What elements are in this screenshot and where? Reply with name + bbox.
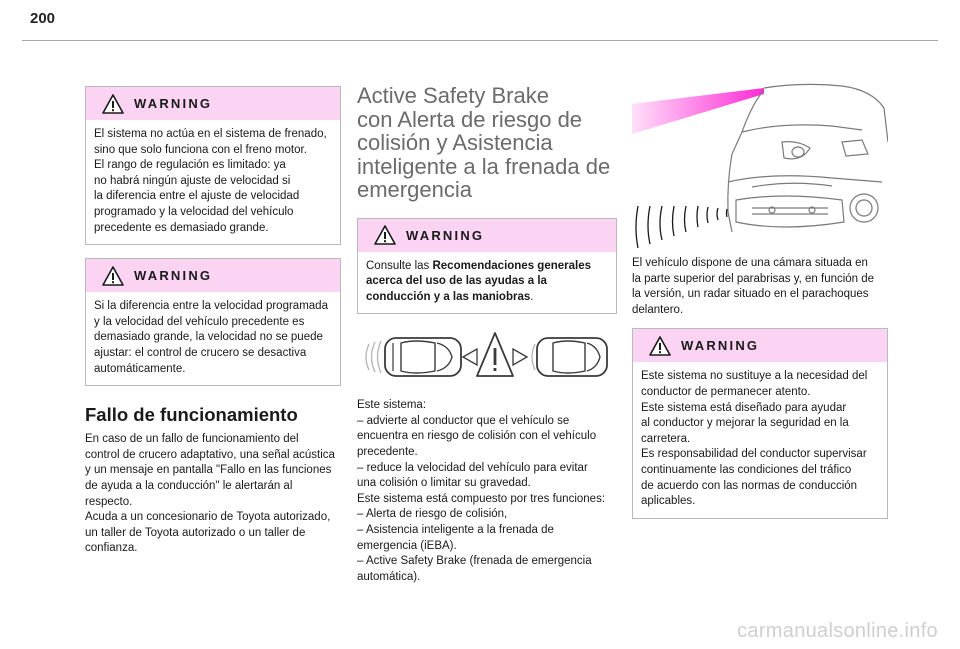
warning-header: [86, 87, 340, 120]
page-number: 200: [30, 10, 56, 27]
text-run: Consulte las: [366, 259, 433, 272]
warning-triangle-icon: [102, 266, 124, 286]
vehicle-front-drawing: [728, 84, 888, 232]
column-middle: [357, 84, 613, 585]
warning-title: WARNING: [134, 268, 213, 284]
text-line: y la velocidad del vehículo precedente es: [94, 315, 305, 328]
text-line: ajustar: el control de crucero se desactiva: [94, 346, 307, 359]
warning-box-1: [85, 86, 341, 245]
warning-text: [86, 292, 340, 385]
watermark: carmanualsonline.info: [737, 620, 938, 642]
bold-reference: acerca del uso de las ayudas a la: [366, 275, 547, 288]
text-line: Este sistema no sustituye a la necesidad del: [641, 370, 868, 383]
text-line: de acuerdo con las normas de conducción: [641, 479, 858, 492]
warning-title: WARNING: [134, 96, 213, 111]
title-line: Active Safety Brake: [357, 83, 549, 108]
text-line: no habrá ningún ajuste de velocidad si: [94, 174, 291, 187]
text-line: – Asistencia inteligente a la frenada de: [357, 524, 554, 537]
text-line: automáticamente.: [94, 362, 186, 375]
text-line: conductor de permanecer atento.: [641, 385, 811, 398]
text-line: automática).: [357, 570, 421, 583]
text-line: Es responsabilidad del conductor supervisar: [641, 448, 867, 461]
title-line: con Alerta de riesgo de: [357, 106, 583, 132]
text-line: y un mensaje en pantalla "Fallo en las funciones: [85, 464, 332, 477]
system-description: [357, 398, 613, 585]
bold-reference: Recomendaciones generales: [432, 259, 591, 272]
text-line: un taller de Toyota autorizado o un taller de: [85, 526, 306, 539]
text-line: El vehículo dispone de una cámara situada en: [632, 257, 868, 269]
text-line: Este sistema:: [357, 399, 427, 412]
text-line: programado y la velocidad del vehículo: [94, 205, 294, 218]
title-line: colisión y Asistencia: [357, 130, 553, 155]
text-line: una colisión o limitar su gravedad.: [357, 477, 531, 490]
vehicle-equipment-text: [632, 256, 888, 318]
warning-triangle-icon: [102, 94, 124, 114]
text-line: – reduce la velocidad del vehículo para evitar: [357, 461, 588, 474]
section-text: [85, 432, 341, 557]
column-left: [85, 86, 341, 557]
text-line: la parte superior del parabrisas y, en función de: [632, 272, 875, 285]
text-line: aplicables.: [641, 495, 696, 508]
text-line: Este sistema está compuesto por tres funciones:: [357, 492, 606, 505]
text-line: al conductor y mejorar la seguridad en la: [641, 417, 849, 430]
text-line: control de crucero adaptativo, una señal acústica: [85, 448, 335, 461]
text-line: sino que solo funciona con el freno motor.: [94, 143, 307, 156]
bold-reference: conducción y a las maniobras: [366, 290, 531, 303]
text-line: Si la diferencia entre la velocidad programada: [94, 300, 328, 313]
warning-header: [633, 329, 887, 362]
warning-box-2: [85, 258, 341, 386]
text-run: .: [530, 290, 534, 303]
title-line: inteligente a la frenada de: [357, 153, 611, 179]
car-top-view-icon: [537, 338, 607, 376]
warning-box-3: [357, 218, 617, 315]
text-line: – Active Safety Brake (frenada de emergencia: [357, 555, 592, 568]
text-line: El rango de regulación es limitado: ya: [94, 159, 286, 172]
warning-triangle-icon: [477, 333, 513, 376]
text-line: continuamente las condiciones del tráfico: [641, 463, 852, 476]
collision-warning-illustration: [357, 326, 613, 388]
text-line: El sistema no actúa en el sistema de frenado,: [94, 128, 327, 140]
column-right: [632, 82, 888, 519]
text-line: la versión, un radar situado en el parachoques: [632, 288, 869, 301]
text-line: la diferencia entre el ajuste de velocidad: [94, 190, 300, 203]
page-title: [357, 84, 613, 202]
car-top-view-icon: [385, 338, 461, 376]
text-line: delantero.: [632, 303, 684, 316]
text-line: – Alerta de riesgo de colisión,: [357, 508, 508, 521]
text-line: carretera.: [641, 432, 691, 445]
warning-text: [86, 120, 340, 244]
warning-title: WARNING: [681, 338, 760, 354]
warning-triangle-icon: [649, 336, 671, 356]
warning-text: [358, 252, 616, 314]
section-title: Fallo de funcionamiento: [85, 404, 298, 426]
text-line: Acuda a un concesionario de Toyota autorizado,: [85, 511, 331, 524]
malfunction-section: [85, 404, 341, 557]
radar-wave-icon: [636, 206, 727, 248]
text-line: demasiado grande, la velocidad no se puede: [94, 331, 323, 344]
warning-header: [358, 219, 616, 252]
warning-header: [86, 259, 340, 292]
text-line: emergencia (iEBA).: [357, 539, 457, 552]
warning-box-4: [632, 328, 888, 518]
warning-title: WARNING: [406, 227, 485, 243]
text-line: – advierte al conductor que el vehículo se: [357, 414, 570, 427]
warning-triangle-icon: [374, 225, 396, 245]
text-line: Este sistema está diseñado para ayudar: [641, 401, 847, 414]
text-line: En caso de un fallo de funcionamiento del: [85, 433, 299, 446]
text-line: de ayuda a la conducción" le alertarán al: [85, 479, 293, 492]
text-line: precedente es demasiado grande.: [94, 221, 269, 234]
title-line: emergencia: [357, 177, 472, 202]
warning-text: [633, 362, 887, 517]
text-line: precedente.: [357, 446, 418, 459]
top-divider: [22, 40, 938, 41]
vehicle-camera-radar-illustration: [632, 82, 888, 250]
text-line: respecto.: [85, 495, 133, 508]
text-line: encuentra en riesgo de colisión con el vehículo: [357, 430, 597, 443]
text-line: confianza.: [85, 542, 138, 555]
